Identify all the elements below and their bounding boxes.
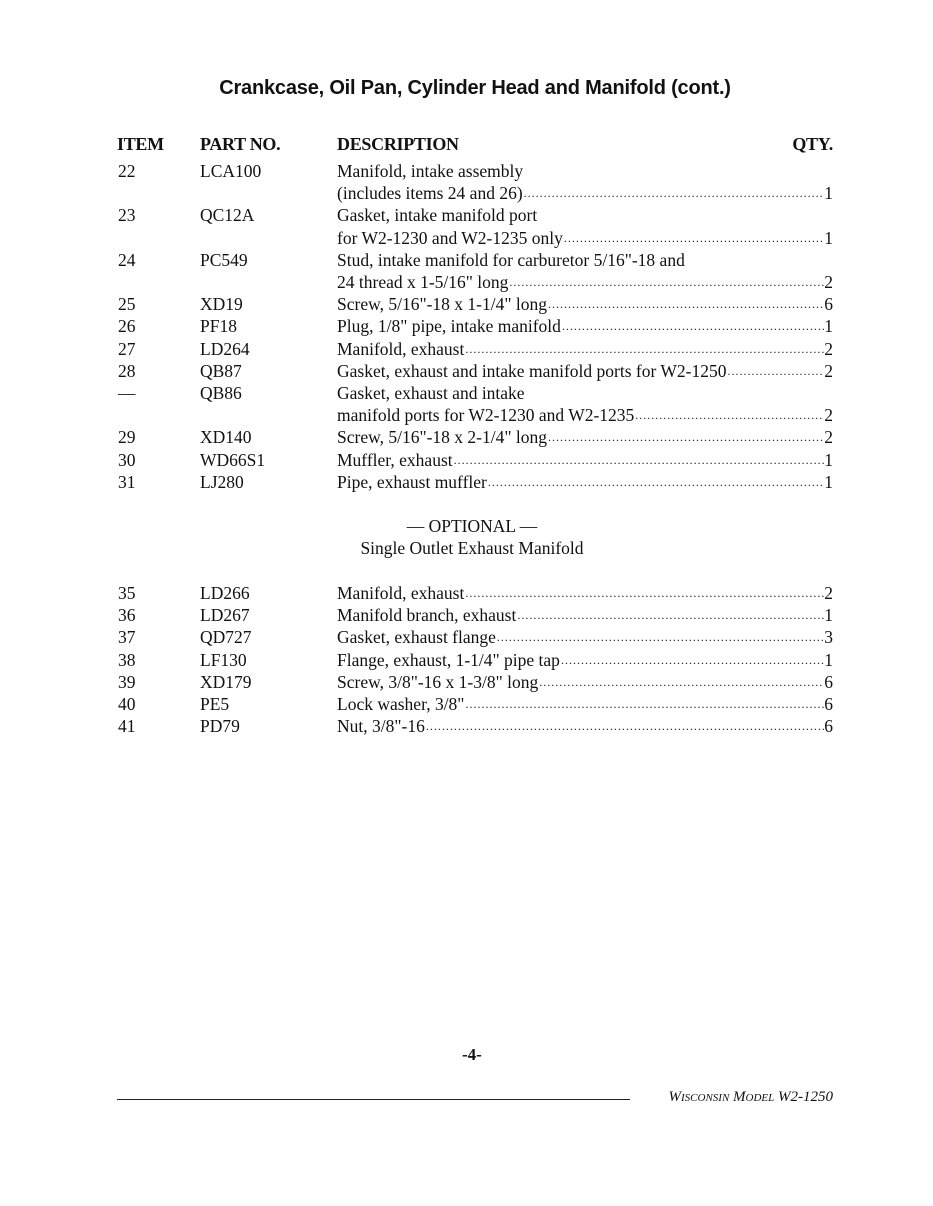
description-text: Plug, 1/8" pipe, intake manifold: [337, 316, 561, 337]
quantity: 3: [824, 627, 833, 648]
description-text: Manifold, intake assembly: [337, 161, 524, 181]
description-line: [337, 449, 833, 471]
quantity: 2: [824, 338, 833, 359]
dot-leader: [561, 315, 824, 337]
item-number: 31: [118, 471, 136, 492]
page-number: -4-: [462, 1045, 482, 1064]
description-line: [337, 671, 833, 693]
description-line: [337, 604, 833, 626]
part-number: QB86: [200, 383, 242, 403]
quantity: 2: [824, 405, 833, 426]
part-number: LCA100: [200, 161, 262, 181]
dot-leader: [634, 404, 824, 426]
dot-leader: [508, 271, 824, 293]
item-number: 25: [118, 294, 136, 315]
description-line: [337, 204, 833, 226]
item-number: 28: [118, 360, 136, 381]
item-number: 29: [118, 427, 136, 448]
description-line: [337, 227, 833, 249]
dot-leader: [425, 715, 824, 737]
part-number: PE5: [200, 694, 230, 714]
description-text: Gasket, exhaust flange: [337, 627, 496, 648]
description-text: Gasket, exhaust and intake manifold ports for W2-1250: [337, 360, 727, 381]
header-part-no: PART NO.: [200, 134, 281, 154]
part-number: LD264: [200, 338, 250, 359]
part-number: QB87: [200, 360, 242, 381]
footer-model: Wisconsin Model W2-1250: [668, 1089, 833, 1105]
dot-leader: [464, 338, 824, 360]
description-line: [337, 338, 833, 360]
description-text: Nut, 3/8"-16: [337, 716, 425, 737]
quantity: 6: [824, 294, 833, 315]
item-number: 24: [118, 249, 136, 270]
description-text: manifold ports for W2-1230 and W2-1235: [337, 405, 635, 426]
item-number: 39: [118, 671, 136, 692]
header-qty: QTY.: [792, 134, 833, 154]
quantity: 1: [824, 649, 833, 670]
dot-leader: [464, 693, 824, 715]
item-number: —: [118, 383, 136, 403]
part-number: LD267: [200, 605, 250, 626]
part-number: QD727: [200, 627, 252, 648]
part-number: PF18: [200, 316, 237, 337]
description-text: Manifold, exhaust: [337, 583, 465, 603]
item-number: 30: [118, 449, 136, 470]
description-line: [337, 715, 833, 737]
dot-leader: [547, 293, 824, 315]
dot-leader: [516, 604, 824, 626]
item-number: 27: [118, 338, 136, 359]
description-text: Gasket, exhaust and intake: [337, 383, 525, 403]
description-text: Flange, exhaust, 1-1/4" pipe tap: [337, 649, 560, 670]
quantity: 2: [824, 427, 833, 448]
description-text: Manifold branch, exhaust: [337, 605, 517, 626]
dot-leader: [547, 426, 824, 448]
quantity: 6: [824, 694, 833, 714]
description-line: [337, 693, 833, 715]
description-line: [337, 293, 833, 315]
part-number: LD266: [200, 583, 250, 603]
description-text: Stud, intake manifold for carburetor 5/16"-18 and: [337, 249, 685, 270]
description-line: [337, 471, 833, 493]
description-text: Lock washer, 3/8": [337, 694, 465, 714]
part-number: WD66S1: [200, 449, 266, 470]
dot-leader: [523, 182, 825, 204]
description-line: [337, 271, 833, 293]
page-title: Crankcase, Oil Pan, Cylinder Head and Manifold (cont.): [219, 77, 731, 99]
item-number: 23: [118, 205, 136, 226]
quantity: 1: [824, 183, 833, 204]
part-number: PC549: [200, 249, 248, 270]
item-number: 40: [118, 694, 136, 714]
header-item: ITEM: [117, 134, 164, 154]
description-line: [337, 160, 833, 182]
dot-leader: [538, 671, 824, 693]
dot-leader: [563, 227, 824, 249]
description-text: for W2-1230 and W2-1235 only: [337, 227, 563, 248]
quantity: 2: [824, 360, 833, 381]
quantity: 6: [824, 671, 833, 692]
description-line: [337, 182, 833, 204]
header-description: DESCRIPTION: [337, 134, 459, 154]
description-text: Muffler, exhaust: [337, 449, 453, 470]
quantity: 1: [824, 605, 833, 626]
description-text: Pipe, exhaust muffler: [337, 471, 487, 492]
item-number: 41: [118, 716, 136, 737]
item-number: 37: [118, 627, 136, 648]
item-number: 35: [118, 583, 136, 603]
optional-subheading: Single Outlet Exhaust Manifold: [360, 538, 584, 558]
description-text: Screw, 5/16"-18 x 2-1/4" long: [337, 427, 547, 448]
description-text: 24 thread x 1-5/16" long: [337, 272, 509, 292]
part-number: LF130: [200, 649, 247, 670]
quantity: 1: [824, 471, 833, 492]
optional-heading: — OPTIONAL —: [406, 516, 538, 536]
quantity: 2: [824, 583, 833, 603]
dot-leader: [453, 449, 825, 471]
item-number: 36: [118, 605, 136, 626]
description-line: [337, 382, 833, 404]
description-line: [337, 582, 833, 604]
description-line: [337, 649, 833, 671]
item-number: 38: [118, 649, 136, 670]
footer-rule: [117, 1099, 630, 1100]
quantity: 2: [824, 272, 833, 292]
dot-leader: [726, 360, 824, 382]
part-number: LJ280: [200, 471, 244, 492]
part-number: QC12A: [200, 205, 255, 226]
description-line: [337, 249, 833, 271]
quantity: 1: [824, 227, 833, 248]
description-text: Screw, 5/16"-18 x 1-1/4" long: [337, 294, 547, 315]
dot-leader: [464, 582, 824, 604]
item-number: 26: [118, 316, 136, 337]
description-line: [337, 426, 833, 448]
dot-leader: [496, 626, 824, 648]
description-text: Screw, 3/8"-16 x 1-3/8" long: [337, 671, 539, 692]
description-text: Manifold, exhaust: [337, 338, 465, 359]
quantity: 1: [824, 316, 833, 337]
part-number: XD19: [200, 294, 243, 315]
part-number: PD79: [200, 716, 240, 737]
item-number: 22: [118, 161, 136, 181]
dot-leader: [487, 471, 824, 493]
part-number: XD179: [200, 671, 252, 692]
description-line: [337, 404, 833, 426]
description-line: [337, 626, 833, 648]
quantity: 1: [824, 449, 833, 470]
dot-leader: [560, 649, 824, 671]
description-text: Gasket, intake manifold port: [337, 205, 538, 226]
description-line: [337, 360, 833, 382]
description-text: (includes items 24 and 26): [337, 183, 523, 204]
description-line: [337, 315, 833, 337]
part-number: XD140: [200, 427, 252, 448]
quantity: 6: [824, 716, 833, 737]
